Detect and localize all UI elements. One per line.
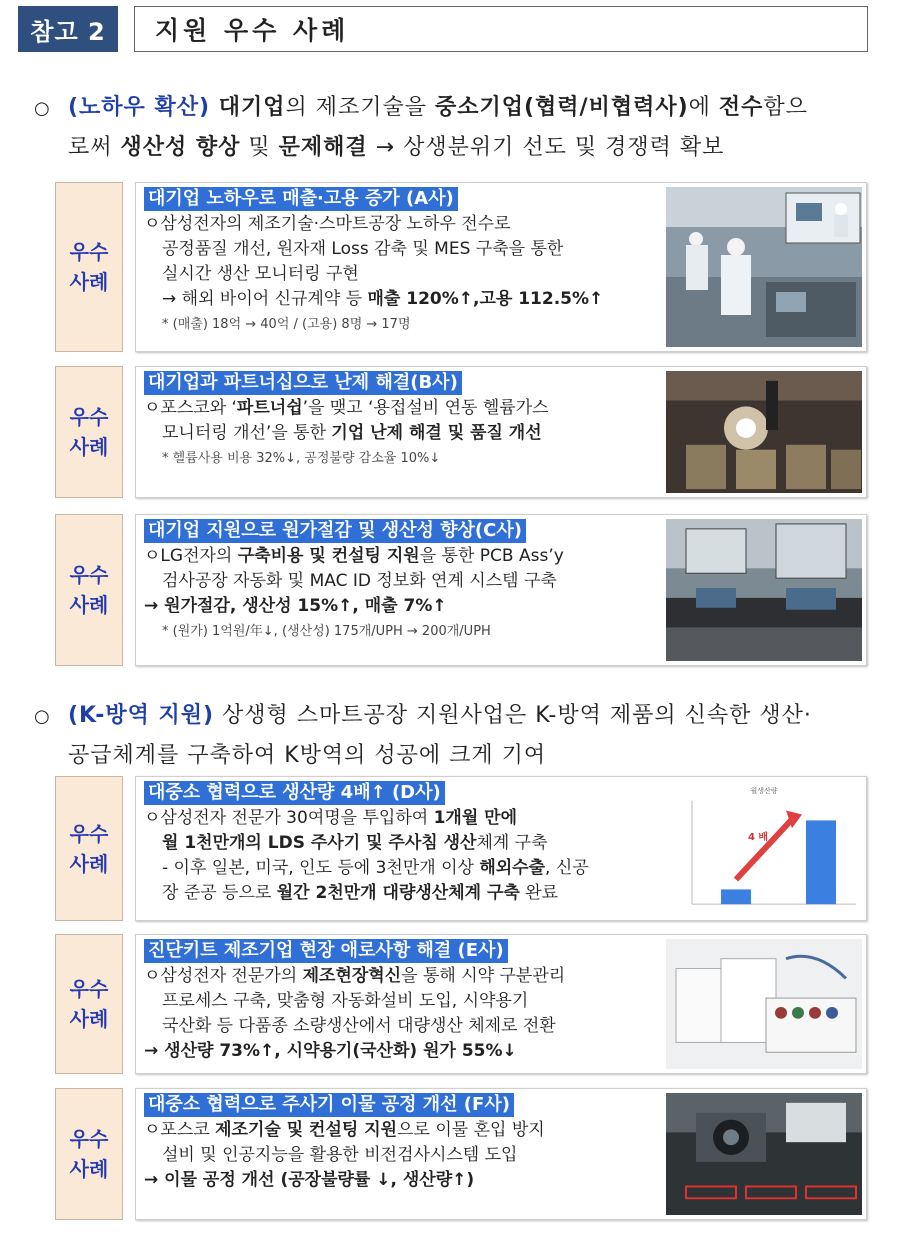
text-run: 완료	[519, 883, 559, 903]
case-text-line	[144, 881, 656, 906]
case-text-line	[144, 262, 656, 287]
case-title-line	[144, 939, 656, 964]
syringe-production-chart	[666, 781, 862, 916]
welding-photo	[666, 371, 862, 493]
intro-line	[34, 88, 874, 128]
case-text-line	[144, 1118, 656, 1143]
bold-text: 중소기업	[434, 95, 524, 120]
case-label-line: 사례	[69, 435, 109, 459]
text-run: → 해외 바이어 신규계약 등	[162, 289, 368, 309]
case-label-line: 사례	[69, 1007, 109, 1031]
pcb-inspection-line-photo	[666, 519, 862, 661]
text-run: ㅇ삼성전자 전문가의	[144, 966, 303, 986]
case-content-box	[135, 776, 867, 921]
case-title-line	[144, 1093, 656, 1118]
case-card-e	[55, 934, 867, 1074]
case-text-line	[144, 1143, 656, 1168]
case-card-a	[55, 182, 867, 352]
text-run: 검사공장 자동화 및 MAC ID 정보화 연계 시스템 구축	[162, 571, 557, 591]
case-text-line	[144, 421, 656, 446]
bold-text: 대기업	[210, 95, 286, 120]
bold-text: 제조현장혁신	[302, 966, 402, 986]
svg-text:월생산량: 월생산량	[750, 786, 778, 795]
case-label-line: 우수	[69, 977, 109, 1001]
case-text	[144, 781, 656, 906]
bold-text: 매출 120%↑,고용 112.5%↑	[367, 289, 604, 309]
text-run: 공급체계를 구축하여 K방역의 성공에 크게 기여	[68, 743, 547, 768]
case-content-box	[135, 366, 867, 498]
case-title-line	[144, 371, 656, 396]
text-run: → 상생분위기 선도 및 경쟁력 확보	[367, 135, 725, 160]
intro-line	[34, 128, 874, 167]
text-run: ㅇ포스코	[144, 1120, 216, 1140]
case-label-line: 우수	[69, 563, 109, 587]
case-label	[55, 514, 123, 666]
text-run: 프로세스 구축, 맞춤형 자동화설비 도입, 시약용기	[162, 991, 529, 1011]
case-footnote: * 헬륨사용 비용 32%↓, 공정불량 감소율 10%↓	[162, 451, 441, 466]
case-text	[144, 939, 656, 1064]
text-run: 및	[240, 135, 279, 160]
case-text-line	[144, 1014, 656, 1039]
case-label-line: 사례	[69, 1157, 109, 1181]
case-content-box	[135, 934, 867, 1074]
text-run: ’을 맺고 ‘용접설비 연동 헬륨가스	[302, 398, 549, 418]
text-run: ㅇ삼성전자의 제조기술·스마트공장 노하우 전수로	[144, 214, 511, 234]
text-run: 을 통한 PCB Ass’y	[419, 546, 564, 566]
bold-text: 생산성 향상	[120, 135, 241, 160]
text-run: 설비 및 인공지능을 활용한 비전검사시스템 도입	[162, 1145, 518, 1165]
case-text-line	[144, 989, 656, 1014]
case-text-line	[144, 569, 656, 594]
bold-text: 해외수출	[479, 858, 546, 878]
case-label	[55, 182, 123, 352]
case-label-line: 사례	[69, 270, 109, 294]
bold-text: 1개월 만에	[433, 808, 518, 828]
case-label	[55, 934, 123, 1074]
bold-text: → 생산량 73%↑, 시약용기(국산화) 원가 55%↓	[144, 1041, 517, 1061]
text-run: 국산화 등 다품종 소량생산에서 대량생산 체제로 전환	[162, 1016, 556, 1036]
case-text-line	[144, 831, 656, 856]
case-title: 대중소 협력으로 주사기 이물 공정 개선 (F사)	[144, 1093, 514, 1117]
case-content-box	[135, 1088, 867, 1220]
case-text-line	[144, 964, 656, 989]
diagnostic-kit-photo	[666, 939, 862, 1069]
text-run: ㅇ포스코와 ‘	[144, 398, 237, 418]
case-label-line: 우수	[69, 1127, 109, 1151]
case-card-f	[55, 1088, 867, 1220]
intro-paragraph-kquarantine	[34, 696, 874, 775]
case-text-line	[144, 544, 656, 569]
text-run: 의 제조기술을	[285, 95, 435, 120]
case-text-line	[144, 237, 656, 262]
text-run: 모니터링 개선’을 통한	[162, 423, 332, 443]
bold-text: 월간 2천만개 대량생산체계 구축	[276, 883, 520, 903]
case-label	[55, 776, 123, 921]
case-text-line	[144, 856, 656, 881]
case-title-line	[144, 187, 656, 212]
case-text-line	[144, 594, 656, 619]
case-text	[144, 371, 656, 471]
text-run: 상생형 스마트공장 지원사업은 K-방역 제품의 신속한 생산·	[214, 703, 812, 728]
case-text-line	[144, 806, 656, 831]
circle-bullet-icon: ○	[34, 98, 51, 119]
intro-keyword: (노하우 확산)	[68, 95, 211, 120]
bold-text: 구축비용 및 컨설팅 지원	[237, 546, 420, 566]
case-title: 대기업과 파트너십으로 난제 해결(B사)	[144, 371, 462, 395]
intro-keyword: (K-방역 지원)	[68, 703, 215, 728]
case-title-line	[144, 519, 656, 544]
case-card-b	[55, 366, 867, 498]
svg-text:4 배: 4 배	[748, 832, 769, 844]
bold-text: 전수	[718, 95, 764, 120]
section-header	[18, 6, 868, 52]
text-run: , 신공	[545, 858, 589, 878]
case-text	[144, 1093, 656, 1193]
case-card-c	[55, 514, 867, 666]
text-run: 로써	[68, 135, 121, 160]
vision-inspection-photo	[666, 1093, 862, 1215]
case-content-box	[135, 182, 867, 352]
text-run: ㅇ삼성전자 전문가 30여명을 투입하여	[144, 808, 434, 828]
case-text-line	[144, 287, 656, 312]
case-title: 진단키트 제조기업 현장 애로사항 해결 (E사)	[144, 939, 508, 963]
case-label-line: 우수	[69, 405, 109, 429]
case-label	[55, 1088, 123, 1220]
text-run: ㅇLG전자의	[144, 546, 238, 566]
bold-text: → 이물 공정 개선 (공장불량률 ↓, 생산량↑)	[144, 1170, 475, 1190]
case-footnote: * (매출) 18억 → 40억 / (고용) 8명 → 17명	[162, 317, 411, 332]
bold-text: 월 1천만개의 LDS 주사기 및 주사침 생산	[162, 833, 477, 853]
case-label	[55, 366, 123, 498]
bold-text: 파트너쉽	[236, 398, 303, 418]
intro-line	[34, 736, 874, 775]
case-title-line	[144, 781, 656, 806]
bold-text: 문제해결	[278, 135, 368, 160]
case-text-line	[144, 396, 656, 421]
intro-paragraph-knowhow	[34, 88, 874, 167]
text-run: 실시간 생산 모니터링 구현	[162, 264, 359, 284]
case-text-line	[144, 1039, 656, 1064]
text-run: 으로 이물 혼입 방지	[397, 1120, 545, 1140]
case-card-d	[55, 776, 867, 921]
case-text-line	[144, 1168, 656, 1193]
reference-tag: 참고 2	[18, 6, 118, 52]
case-label-line: 우수	[69, 240, 109, 264]
text-run: 공정품질 개선, 원자재 Loss 감축 및 MES 구축을 통한	[162, 239, 564, 259]
bold-text: (협력/비협력사)	[523, 95, 689, 120]
case-label-line: 사례	[69, 851, 109, 876]
circle-bullet-icon: ○	[34, 706, 51, 727]
text-run: 을 통해 시약 구분관리	[401, 966, 566, 986]
intro-line	[34, 696, 874, 736]
case-title: 대기업 지원으로 원가절감 및 생산성 향상(C사)	[144, 519, 526, 543]
case-label-line: 사례	[69, 593, 109, 617]
case-title: 대기업 노하우로 매출·고용 증가 (A사)	[144, 187, 458, 211]
case-footnote: * (원가) 1억원/年↓, (생산성) 175개/UPH → 200개/UPH	[162, 624, 491, 639]
text-run: 체계 구축	[476, 833, 548, 853]
case-content-box	[135, 514, 867, 666]
text-run: - 이후 일본, 미국, 인도 등에 3천만개 이상	[162, 858, 480, 878]
bold-text: → 원가절감, 생산성 15%↑, 매출 7%↑	[144, 596, 447, 616]
case-title: 대중소 협력으로 생산량 4배↑ (D사)	[144, 781, 445, 805]
text-run: 함으	[763, 95, 808, 120]
case-text	[144, 187, 656, 337]
factory-workers-photo	[666, 187, 862, 347]
case-text	[144, 519, 656, 644]
case-label-line: 우수	[69, 821, 109, 846]
page-title: 지원 우수 사례	[134, 6, 868, 52]
bold-text: 제조기술 및 컨설팅 지원	[215, 1120, 398, 1140]
text-run: 에	[688, 95, 719, 120]
bold-text: 기업 난제 해결 및 품질 개선	[331, 423, 542, 443]
case-text-line	[144, 212, 656, 237]
text-run: 장 준공 등으로	[162, 883, 277, 903]
